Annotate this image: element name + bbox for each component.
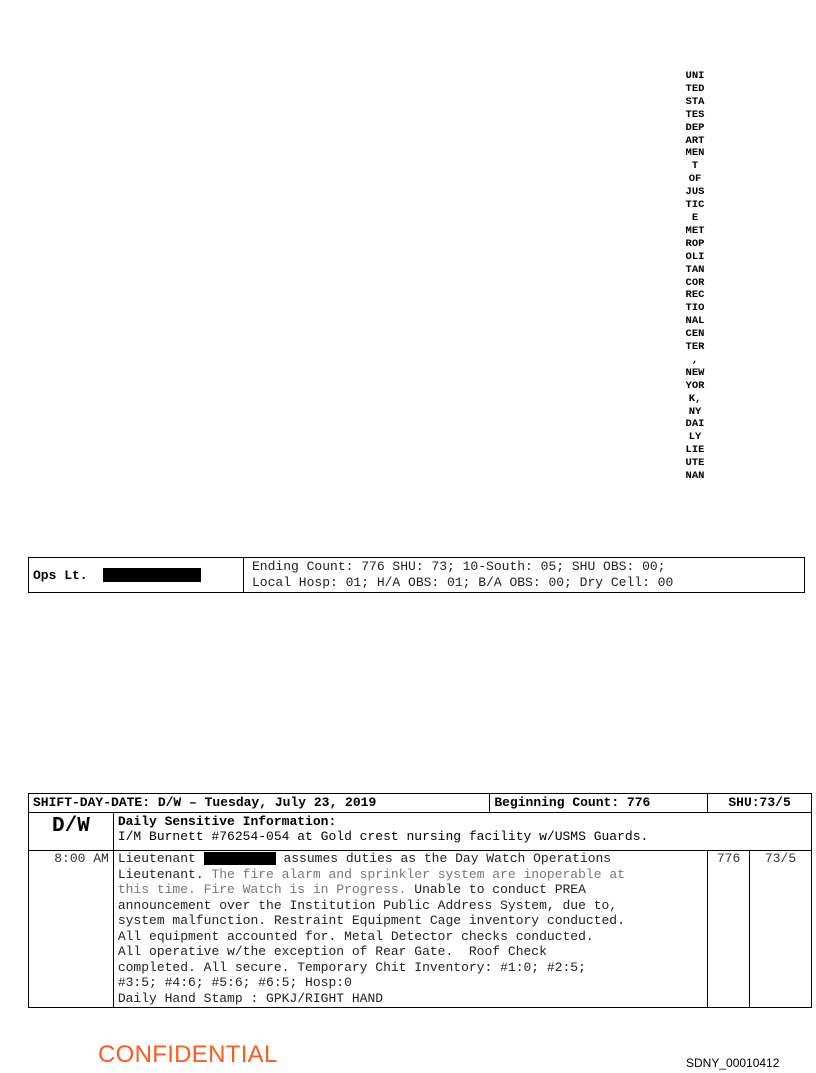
entry-line-3a: this time. Fire Watch is in Progress. [117,882,407,897]
vertical-header-line: LY [688,431,702,444]
vertical-header-line: TES [685,108,705,121]
redaction-bar [204,852,276,865]
entry-line-10: Daily Hand Stamp : GPKJ/RIGHT HAND [117,990,384,1006]
shift-day-date-header: SHIFT-DAY-DATE: D/W – Tuesday, July 23, 2019 [29,794,490,813]
vertical-header-line: MET [685,224,705,237]
vertical-header-line: NEW [685,366,705,379]
entry-line-1b: assumes duties as the Day Watch Operations [275,851,612,866]
entry-line-4: announcement over the Institution Public Address System, due to, [117,897,618,913]
confidential-stamp: CONFIDENTIAL [98,1041,278,1068]
ops-label: Ops Lt. [33,567,88,583]
entry-count: 776 [708,851,750,1008]
entry-text [113,851,707,1008]
vertical-header-line: T [691,160,699,173]
vertical-header-line: COR [685,276,705,289]
beginning-count-header: Beginning Count: 776 [490,794,708,813]
vertical-header-line: ROP [685,237,705,250]
entry-time: 8:00 AM [29,851,114,1008]
entry-line-7: All operative w/the exception of Rear Gate. Roof Check [117,944,547,959]
vertical-header-line: JUS [685,186,705,199]
entry-line-6: All equipment accounted for. Metal Detector checks conducted. [117,928,594,944]
ops-lieutenant-table [28,557,805,593]
vertical-header-line: OLI [685,250,705,263]
sensitive-info-cell [113,813,811,851]
vertical-header-line: K, [688,392,702,405]
vertical-header-line: DAI [685,418,705,431]
vertical-header-line: NY [688,405,702,418]
vertical-header [672,70,718,483]
vertical-header-line: UTE [685,457,705,470]
vertical-header-line: TIO [685,302,705,315]
ending-count-line-2: Local Hosp: 01; H/A OBS: 01; B/A OBS: 00; Dry Cell: 00 [252,575,674,590]
entry-line-2b: The fire alarm and sprinkler system are inoperable at [211,866,625,882]
entry-shu: 73/5 [750,851,812,1008]
entry-line-9: #3:5; #4:6; #5:6; #6:5; Hosp:0 [117,975,352,990]
vertical-header-line: REC [685,289,705,302]
vertical-header-line: NAL [685,315,705,328]
vertical-header-line: STA [685,95,705,108]
vertical-header-line: TER [685,341,705,354]
vertical-header-line: YOR [685,379,705,392]
vertical-header-line: UNI [685,70,705,82]
ending-count-cell [244,558,805,593]
vertical-header-line: TED [685,82,705,95]
entry-line-2a: Lieutenant. [117,866,212,882]
vertical-header-line: TAN [685,263,705,276]
shu-header: SHU:73/5 [708,794,812,813]
vertical-header-line: LIE [685,444,705,457]
ending-count-line-1: Ending Count: 776 SHU: 73; 10-South: 05; SHU OBS: 00; [252,559,666,574]
bates-number: SDNY_00010412 [686,1056,780,1070]
vertical-header-line: TIC [685,199,705,212]
vertical-header-line: E [691,211,699,224]
vertical-header-line: DEP [685,121,705,134]
entry-line-5: system malfunction. Restraint Equipment Cage inventory conducted. [117,913,625,928]
shift-code: D/W [29,813,114,851]
ops-label-cell [29,558,244,593]
vertical-header-line: , [691,353,699,366]
entry-line-8: completed. All secure. Temporary Chit Inventory: #1:0; #2:5; [117,959,586,975]
vertical-header-line: NAN [685,470,705,483]
entry-line-1a: Lieutenant [117,851,204,866]
entry-line-3b: Unable to conduct PREA [406,882,586,897]
vertical-header-line: OF [688,173,702,186]
vertical-header-line: ART [685,134,705,147]
vertical-header-line: MEN [685,147,705,160]
redaction-bar [103,568,201,582]
sensitive-info-title: Daily Sensitive Information: [117,814,337,829]
shift-log-table [28,793,812,1008]
vertical-header-line: CEN [685,328,705,341]
sensitive-info-text: I/M Burnett #76254-054 at Gold crest nursing facility w/USMS Guards. [117,829,649,844]
